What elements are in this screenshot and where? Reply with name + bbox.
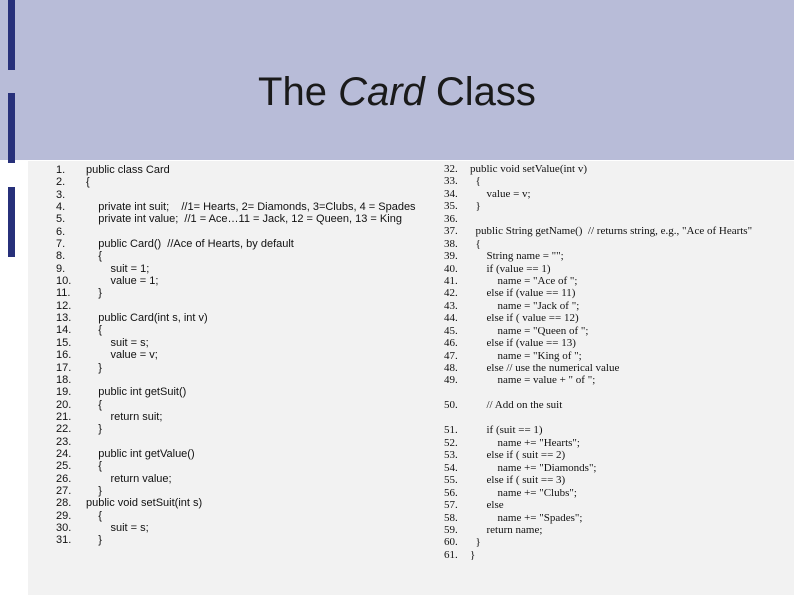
- line-number: 37.: [444, 225, 458, 238]
- line-number: 24.: [56, 447, 72, 460]
- line-number: 1.: [56, 164, 66, 176]
- title-emphasis: Card: [338, 70, 425, 114]
- code-text: else if ( suit == 3): [470, 474, 566, 487]
- line-number: 16.: [56, 349, 72, 362]
- line-number: 34.: [444, 187, 458, 200]
- line-number: 3.: [56, 188, 66, 201]
- line-number: 58.: [444, 511, 458, 524]
- code-line: [56, 411, 416, 423]
- line-number: 36.: [444, 212, 458, 225]
- code-text: {: [86, 176, 90, 189]
- code-text: }: [86, 484, 102, 497]
- code-line: [444, 163, 752, 175]
- title-suffix: Class: [424, 70, 536, 114]
- code-text: public void setSuit(int s): [86, 497, 203, 510]
- line-number: 26.: [56, 472, 72, 485]
- code-line: [444, 449, 752, 461]
- code-text: value = 1;: [86, 275, 159, 288]
- code-text: }: [86, 361, 102, 374]
- code-line: [444, 337, 752, 349]
- code-line: [56, 300, 416, 312]
- line-number: 47.: [444, 349, 458, 362]
- line-number: 23.: [56, 435, 72, 448]
- code-text: }: [470, 548, 476, 561]
- code-line: [56, 312, 416, 324]
- code-line: [444, 487, 752, 499]
- code-line: [444, 412, 752, 437]
- code-text: }: [86, 534, 102, 547]
- line-number: 29.: [56, 509, 72, 522]
- code-text: public Card() //Ace of Hearts, by default: [86, 238, 294, 251]
- code-line: [444, 437, 752, 449]
- line-number: 54.: [444, 461, 458, 474]
- code-text: if (value == 1): [470, 262, 551, 275]
- line-number: 22.: [56, 423, 72, 436]
- code-text: private int suit; //1= Hearts, 2= Diamonds, 3=Clubs, 4 = Spades: [86, 201, 416, 214]
- code-line: [56, 250, 416, 262]
- code-text: else if (value == 13): [470, 337, 576, 350]
- code-line: [56, 460, 416, 472]
- line-number: 48.: [444, 362, 458, 374]
- line-number: 57.: [444, 499, 458, 512]
- line-number: 18.: [56, 373, 72, 386]
- code-line: [444, 512, 752, 524]
- line-number: 61.: [444, 548, 458, 561]
- side-tab-1: [8, 0, 15, 70]
- code-text: public String getName() // returns string, e.g., "Ace of Hearts": [470, 225, 753, 238]
- line-number: 31.: [56, 534, 72, 547]
- line-number: 30.: [56, 521, 72, 534]
- code-line: [56, 436, 416, 448]
- code-text: suit = s;: [86, 521, 149, 534]
- code-text: else // use the numerical value: [470, 362, 620, 374]
- code-line: [444, 325, 752, 337]
- code-listing-right: [444, 163, 752, 561]
- code-text: {: [86, 509, 102, 522]
- code-text: return suit;: [86, 410, 163, 423]
- slide-title: [0, 70, 794, 115]
- code-text: name += "Clubs";: [470, 486, 577, 499]
- code-line: [444, 175, 752, 187]
- code-line: [444, 225, 752, 237]
- line-number: 25.: [56, 460, 72, 473]
- code-text: }: [470, 536, 481, 549]
- code-text: value = v;: [86, 349, 158, 362]
- line-number: 6.: [56, 225, 66, 238]
- line-number: 4.: [56, 201, 66, 214]
- line-number: 52.: [444, 436, 458, 449]
- code-text: if (suit == 1): [470, 424, 543, 437]
- code-line: [56, 201, 416, 213]
- code-line: [56, 337, 416, 349]
- code-line: [444, 287, 752, 299]
- code-text: {: [470, 237, 481, 250]
- code-line: [56, 423, 416, 435]
- line-number: 50.: [444, 399, 458, 412]
- code-text: suit = 1;: [86, 262, 150, 275]
- line-number: 60.: [444, 536, 458, 549]
- code-line: [444, 387, 752, 412]
- code-line: [444, 549, 752, 561]
- title-prefix: The: [258, 70, 339, 114]
- line-number: 17.: [56, 361, 72, 374]
- code-text: name += "Spades";: [470, 511, 583, 524]
- line-number: 45.: [444, 324, 458, 337]
- code-text: return name;: [470, 523, 543, 536]
- code-line: [444, 536, 752, 548]
- line-number: 8.: [56, 250, 66, 263]
- code-line: [56, 510, 416, 522]
- code-text: {: [470, 175, 481, 188]
- line-number: 49.: [444, 374, 458, 387]
- code-line: [444, 362, 752, 374]
- code-line: [56, 275, 416, 287]
- code-text: {: [86, 398, 102, 411]
- line-number: 44.: [444, 312, 458, 325]
- line-number: 12.: [56, 299, 72, 312]
- line-number: 35.: [444, 200, 458, 213]
- code-line: [444, 524, 752, 536]
- code-text: else if ( suit == 2): [470, 449, 566, 462]
- code-line: [444, 213, 752, 225]
- code-text: return value;: [86, 472, 172, 485]
- code-line: [444, 263, 752, 275]
- line-number: 21.: [56, 410, 72, 423]
- code-line: [56, 213, 416, 225]
- code-line: [444, 462, 752, 474]
- line-number: 2.: [56, 176, 66, 189]
- code-text: name = "Jack of ";: [470, 299, 580, 312]
- line-number: 38.: [444, 237, 458, 250]
- code-text: String name = "";: [470, 250, 564, 263]
- code-line: [444, 312, 752, 324]
- code-line: [444, 300, 752, 312]
- line-number: 14.: [56, 324, 72, 337]
- code-text: suit = s;: [86, 336, 149, 349]
- line-number: 55.: [444, 474, 458, 487]
- code-line: [56, 473, 416, 485]
- line-number: 53.: [444, 449, 458, 462]
- code-line: [56, 263, 416, 275]
- line-number: 28.: [56, 497, 72, 510]
- code-line: [56, 497, 416, 509]
- code-line: [444, 474, 752, 486]
- code-line: [56, 226, 416, 238]
- line-number: 19.: [56, 386, 72, 399]
- code-line: [444, 499, 752, 511]
- code-text: {: [86, 324, 102, 337]
- code-text: name = "Ace of ";: [470, 274, 578, 287]
- line-number: 13.: [56, 312, 72, 325]
- line-number: 59.: [444, 523, 458, 536]
- line-number: 56.: [444, 486, 458, 499]
- code-line: [444, 350, 752, 362]
- code-listing-left: [56, 164, 416, 547]
- code-line: [444, 374, 752, 386]
- code-line: [56, 238, 416, 250]
- line-number: 40.: [444, 262, 458, 275]
- code-line: [56, 386, 416, 398]
- code-line: [444, 200, 752, 212]
- code-text: else if (value == 11): [470, 287, 576, 300]
- code-text: }: [470, 200, 481, 213]
- side-tab-3: [8, 187, 15, 257]
- line-number: 7.: [56, 238, 66, 251]
- code-text: public int getValue(): [86, 447, 195, 460]
- code-text: }: [86, 287, 102, 300]
- line-number: 41.: [444, 274, 458, 287]
- line-number: 51.: [444, 424, 458, 437]
- code-text: public int getSuit(): [86, 386, 187, 399]
- code-line: [56, 349, 416, 361]
- code-line: [56, 485, 416, 497]
- code-line: [56, 362, 416, 374]
- line-number: 10.: [56, 275, 72, 288]
- code-text: name = "Queen of ";: [470, 324, 589, 337]
- code-line: [56, 176, 416, 188]
- code-line: [56, 164, 416, 176]
- code-text: name = value + " of ";: [470, 374, 596, 387]
- code-line: [444, 188, 752, 200]
- line-number: 33.: [444, 175, 458, 188]
- line-number: 15.: [56, 336, 72, 349]
- line-number: 42.: [444, 287, 458, 300]
- code-line: [444, 275, 752, 287]
- code-text: else: [470, 499, 504, 512]
- code-text: }: [86, 423, 102, 436]
- code-line: [56, 399, 416, 411]
- code-line: [56, 522, 416, 534]
- code-text: else if ( value == 12): [470, 312, 579, 325]
- code-text: value = v;: [470, 187, 531, 200]
- code-line: [56, 324, 416, 336]
- line-number: 32.: [444, 163, 458, 175]
- code-text: private int value; //1 = Ace…11 = Jack, 12 = Queen, 13 = King: [86, 213, 402, 226]
- line-number: 39.: [444, 250, 458, 263]
- code-text: name = "King of ";: [470, 349, 582, 362]
- code-text: name += "Hearts";: [470, 436, 580, 449]
- code-text: {: [86, 460, 102, 473]
- code-line: [56, 374, 416, 386]
- code-line: [56, 287, 416, 299]
- code-line: [56, 189, 416, 201]
- line-number: 43.: [444, 299, 458, 312]
- code-line: [56, 534, 416, 546]
- line-number: 11.: [56, 287, 71, 300]
- code-text: {: [86, 250, 102, 263]
- code-text: public void setValue(int v): [470, 163, 588, 175]
- code-text: public Card(int s, int v): [86, 312, 208, 325]
- code-line: [444, 238, 752, 250]
- line-number: 20.: [56, 398, 72, 411]
- code-text: public class Card: [86, 164, 170, 176]
- code-text: name += "Diamonds";: [470, 461, 597, 474]
- line-number: 27.: [56, 484, 72, 497]
- line-number: 9.: [56, 262, 66, 275]
- code-line: [56, 448, 416, 460]
- line-number: 46.: [444, 337, 458, 350]
- code-text: // Add on the suit: [470, 399, 563, 412]
- code-line: [444, 250, 752, 262]
- line-number: 5.: [56, 213, 66, 226]
